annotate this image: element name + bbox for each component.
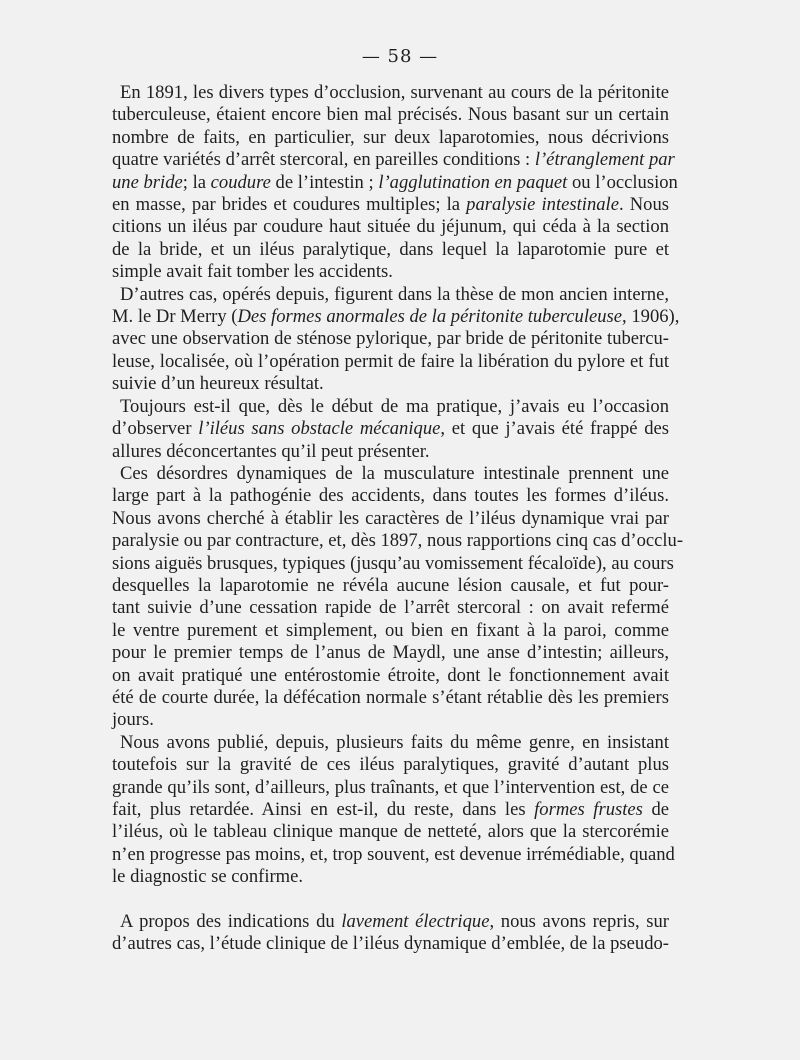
- italic-text: lavement électrique: [341, 910, 490, 932]
- text-line: [112, 665, 669, 687]
- text-line: [112, 799, 669, 821]
- text-line: [112, 261, 669, 283]
- text-run: ; la: [182, 171, 211, 193]
- text-run: leuse, localisée, où l’opération permit de faire la libération du pylore et fut: [112, 350, 669, 372]
- body-text: [112, 82, 684, 955]
- text-run: En 1891, les divers types d’occlusion, survenant au cours de la péritonite: [120, 82, 669, 103]
- paragraph-gap: [112, 889, 669, 911]
- text-line: [112, 216, 669, 238]
- text-run: paralysie ou par contracture, et, dès 1897, nous rapportions cinq cas d’occlu-: [112, 530, 684, 552]
- text-run: nombre de faits, en particulier, sur deux laparotomies, nous décrivions: [112, 126, 669, 148]
- text-run: n’en progresse pas moins, et, trop souvent, est devenue irrémédiable, quand: [112, 843, 675, 865]
- text-run: avec une observation de sténose pylorique, par bride de péritonite tubercu-: [112, 328, 669, 350]
- text-line: [112, 508, 669, 530]
- text-line: [112, 552, 674, 575]
- text-run: d’autres cas, l’étude clinique de l’iléus dynamique d’emblée, de la pseudo-: [112, 933, 669, 955]
- text-line: [112, 306, 680, 328]
- text-run: fait, plus retardée. Ainsi en est-il, du reste, dans les: [112, 799, 535, 820]
- text-run: , 1906),: [622, 306, 680, 328]
- text-run: A propos des indications du: [120, 910, 342, 932]
- text-run: d’observer: [112, 418, 199, 440]
- text-run: suivie d’un heureux résultat.: [112, 373, 324, 395]
- text-run: toutefois sur la gravité de ces iléus paralytiques, gravité d’autant plus: [112, 754, 669, 776]
- text-line: [112, 732, 669, 754]
- text-run: quatre variétés d’arrêt stercoral, en pareilles conditions :: [112, 149, 535, 171]
- text-line: [112, 866, 669, 888]
- text-run: l’iléus, où le tableau clinique manque de netteté, alors que la stercorémie: [112, 821, 669, 843]
- text-line: [112, 284, 669, 306]
- text-line: [112, 149, 675, 171]
- text-line: [112, 104, 669, 126]
- text-line: [112, 597, 669, 619]
- paragraph: [112, 283, 680, 396]
- italic-text: une bride: [112, 171, 183, 193]
- text-run: ou l’occlusion: [567, 171, 678, 193]
- text-line: [112, 485, 669, 507]
- text-run: on avait pratiqué une entérostomie étroite, dont le fonctionnement avait: [112, 664, 669, 686]
- text-line: [112, 171, 678, 194]
- text-line: [112, 396, 669, 418]
- text-run: , et que j’avais été frappé des: [440, 418, 670, 440]
- text-line: [112, 843, 675, 866]
- text-line: [112, 754, 669, 776]
- text-run: en masse, par brides et coudures multiples; la: [112, 194, 467, 216]
- text-run: citions un iléus par coudure haut située du jéjunum, qui céda à la section: [112, 216, 669, 238]
- text-run: . Nous: [618, 194, 670, 216]
- text-run: large part à la pathogénie des accidents, dans toutes les formes d’iléus.: [112, 485, 669, 507]
- text-line: [112, 239, 669, 261]
- italic-text: Des formes anormales de la péritonite tuberculeuse: [237, 306, 623, 328]
- text-line: [112, 911, 669, 933]
- text-line: [112, 933, 669, 955]
- text-run: pour le premier temps de l’anus de Maydl, une anse d’intestin; ailleurs,: [112, 642, 669, 664]
- italic-text: paralysie intestinale: [466, 194, 619, 216]
- paragraph: [112, 396, 669, 463]
- text-run: Nous avons cherché à établir les caractères de l’iléus dynamique vrai par: [112, 507, 669, 529]
- text-line: [112, 82, 669, 104]
- text-run: grande qu’ils sont, d’ailleurs, plus traînants, et que l’intervention est, de ce: [112, 776, 669, 798]
- paragraph: [112, 911, 669, 956]
- paragraph: [112, 731, 675, 889]
- text-run: M. le Dr Merry (: [112, 306, 238, 328]
- text-line: [112, 709, 669, 731]
- paragraph: [112, 82, 678, 284]
- text-run: allures déconcertantes qu’il peut présenter.: [112, 440, 430, 462]
- paragraph: [112, 462, 684, 732]
- text-run: Ces désordres dynamiques de la musculature intestinale prennent une: [120, 462, 669, 484]
- text-line: [112, 620, 669, 642]
- text-run: D’autres cas, opérés depuis, figurent dans la thèse de mon ancien interne,: [120, 283, 669, 305]
- text-run: de la bride, et un iléus paralytique, dans lequel la laparotomie pure et: [112, 238, 669, 260]
- text-line: [112, 463, 669, 485]
- text-run: tant suivie d’une cessation rapide de l’arrêt stercoral : on avait refermé: [112, 597, 669, 619]
- text-run: jours.: [112, 709, 154, 731]
- text-run: Nous avons publié, depuis, plusieurs faits du même genre, en insistant: [120, 731, 669, 753]
- text-line: [112, 351, 669, 373]
- text-run: le diagnostic se confirme.: [112, 866, 304, 888]
- text-run: tuberculeuse, étaient encore bien mal précisés. Nous basant sur un certain: [112, 104, 669, 126]
- italic-text: l’iléus sans obstacle mécanique: [198, 418, 441, 440]
- text-line: [112, 441, 669, 463]
- italic-text: formes frustes: [534, 799, 643, 820]
- italic-text: l’agglutination en paquet: [378, 171, 568, 193]
- text-line: [112, 127, 669, 149]
- text-line: [112, 373, 669, 395]
- page-number: — 58 —: [361, 46, 439, 67]
- text-run: de: [642, 799, 670, 820]
- text-run: , nous avons repris, sur: [489, 910, 669, 932]
- text-line: [112, 328, 669, 350]
- text-line: [112, 821, 669, 843]
- text-run: le ventre purement et simplement, ou bien en fixant à la paroi, comme: [112, 619, 669, 641]
- text-line: [112, 642, 669, 664]
- text-run: simple avait fait tomber les accidents.: [112, 261, 393, 283]
- text-run: Toujours est-il que, dès le début de ma pratique, j’avais eu l’occasion: [120, 395, 669, 417]
- text-line: [112, 530, 684, 552]
- text-run: de l’intestin ;: [270, 171, 379, 193]
- text-line: [112, 194, 669, 216]
- text-run: sions aiguës brusques, typiques (jusqu’au vomissement fécaloïde), au cours: [112, 552, 674, 574]
- text-run: été de courte durée, la défécation normale s’étant rétablie dès les premiers: [112, 686, 669, 708]
- text-line: [112, 687, 669, 709]
- text-line: [112, 418, 669, 440]
- italic-text: coudure: [210, 171, 271, 193]
- text-run: desquelles la laparotomie ne révéla aucune lésion causale, et fut pour-: [112, 574, 669, 596]
- text-line: [112, 575, 669, 597]
- italic-text: l’étranglement par: [534, 149, 675, 171]
- text-line: [112, 777, 669, 799]
